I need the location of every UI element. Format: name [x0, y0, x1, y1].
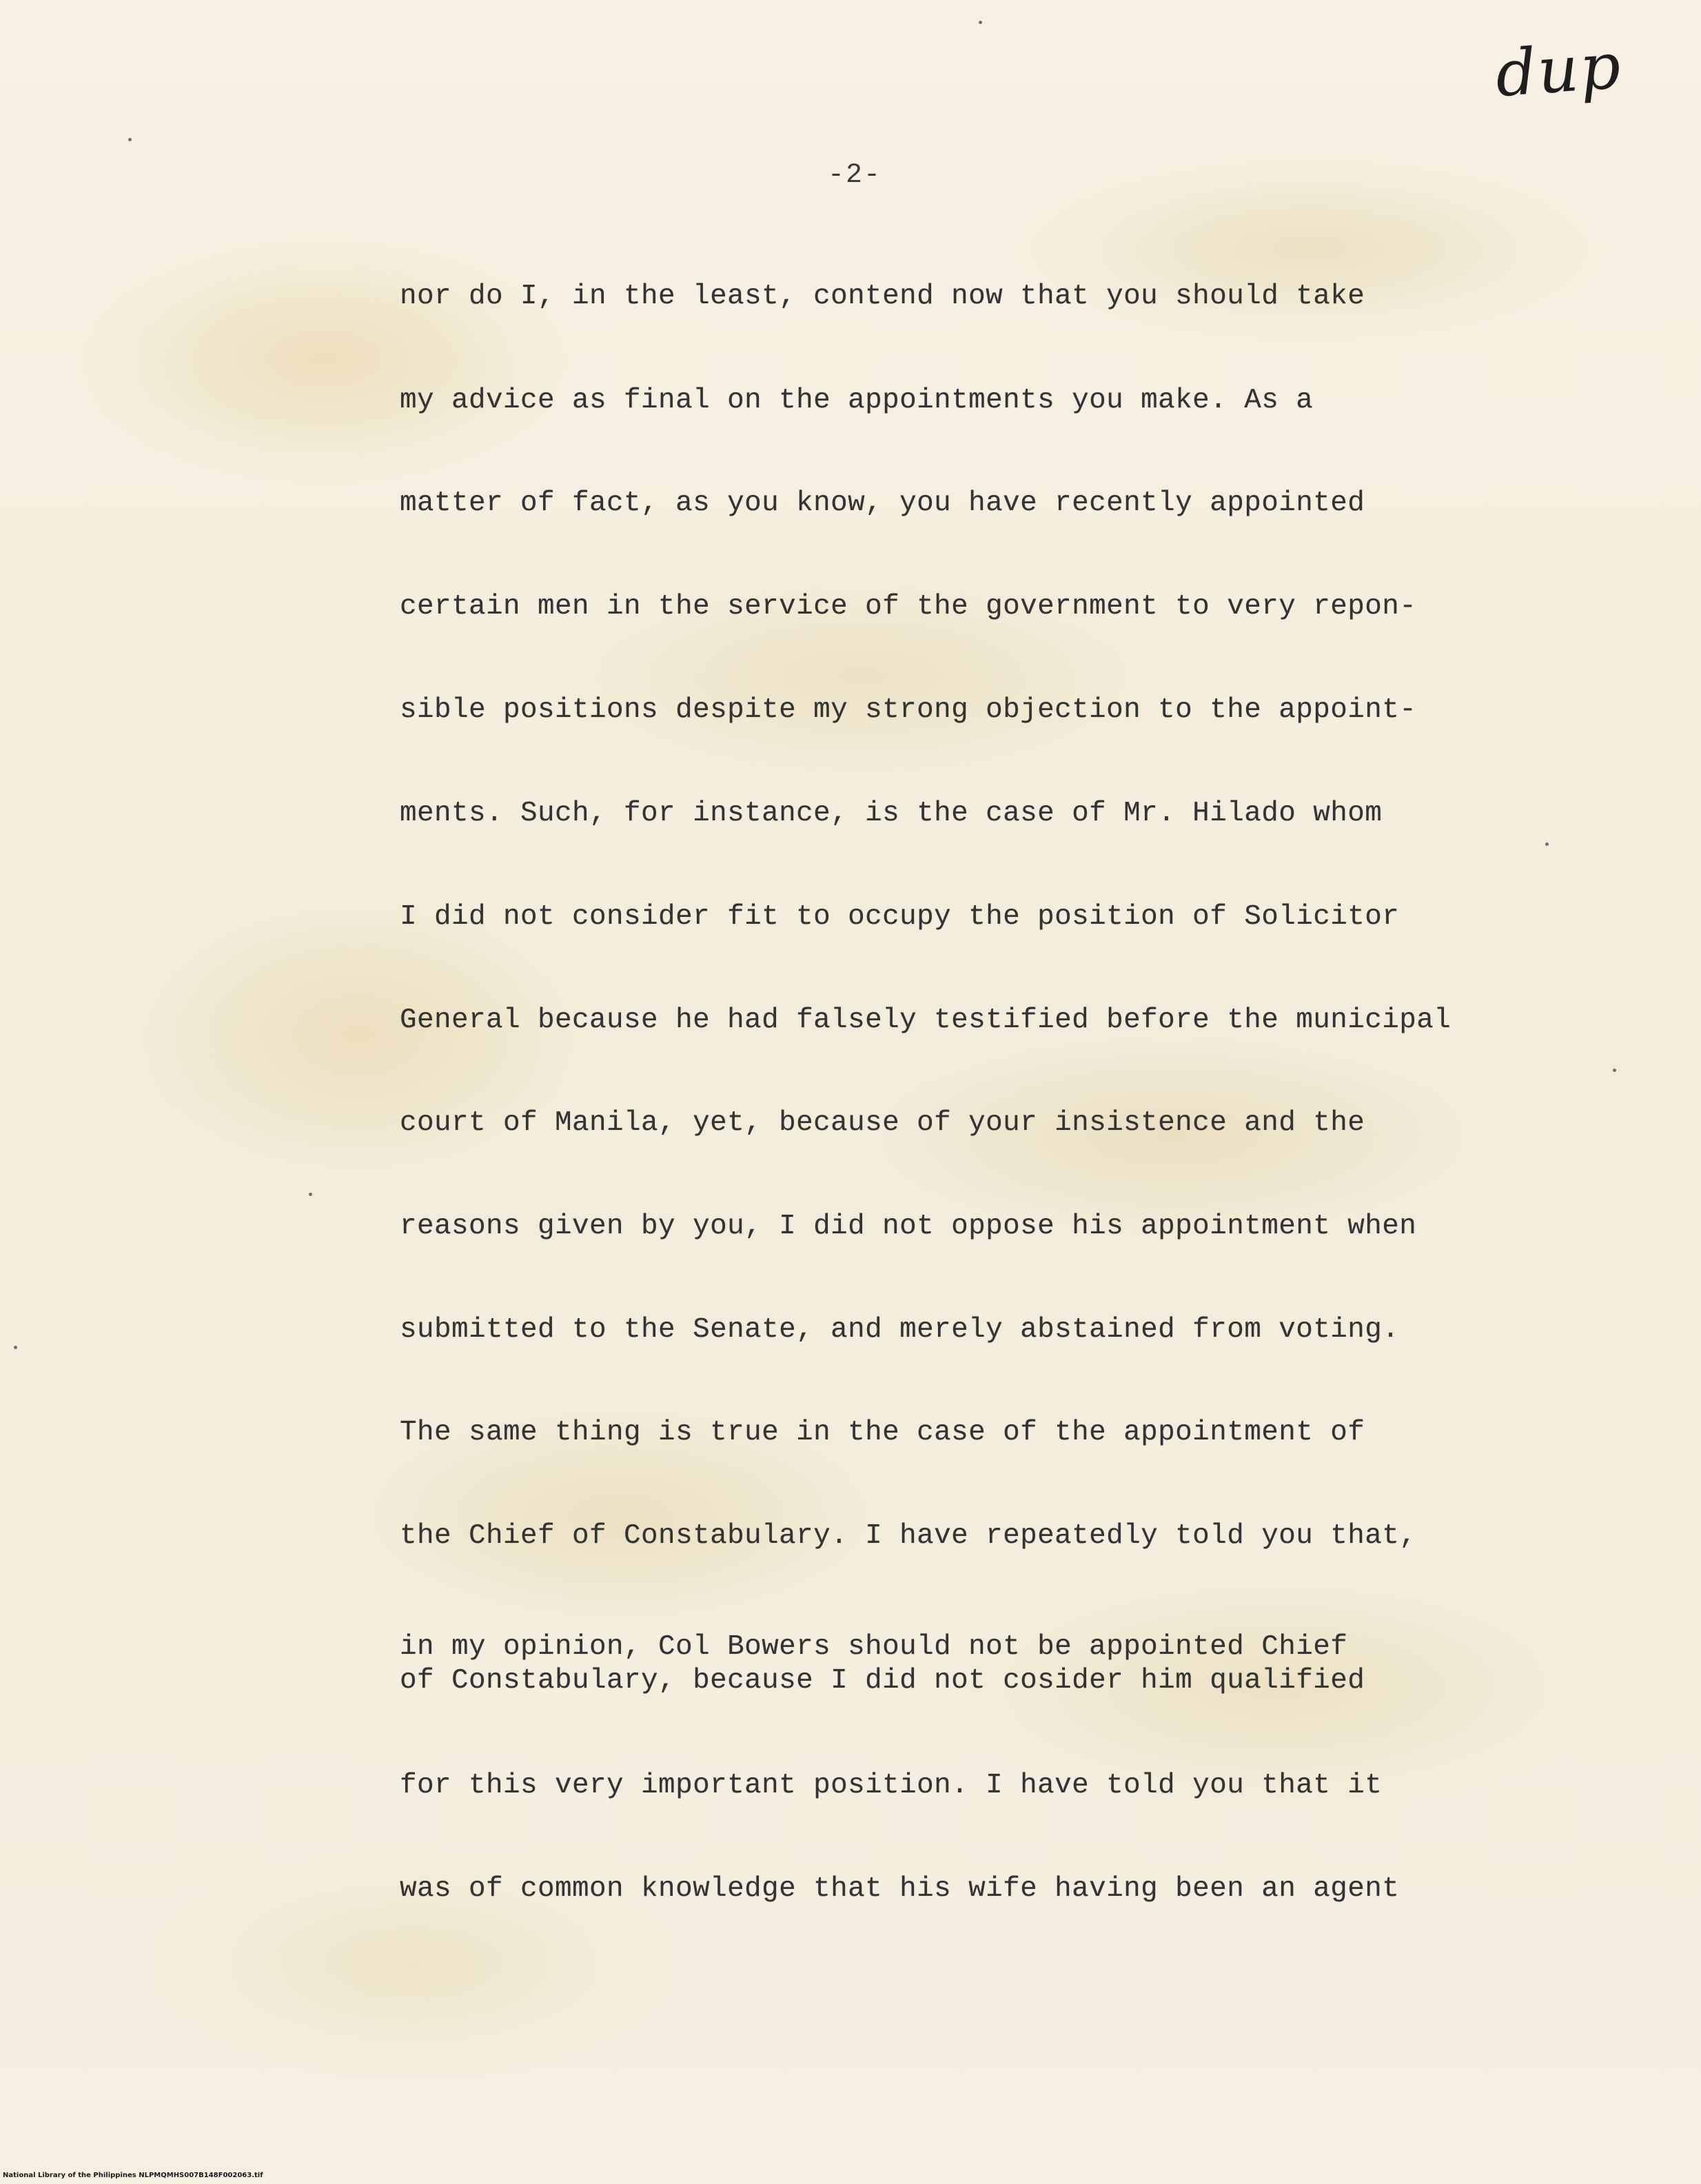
body-line: in my opinion, Col Bowers should not be appointed Chief	[400, 1631, 1348, 1663]
body-line: the Chief of Constabulary. I have repeatedly told you that,	[400, 1520, 1417, 1552]
handwritten-annotation: dup	[1493, 28, 1624, 112]
paper-speck	[14, 1346, 17, 1349]
page-number: -2-	[827, 160, 882, 191]
paper-speck	[309, 1193, 312, 1196]
body-line: court of Manila, yet, because of your insistence and the	[400, 1107, 1365, 1139]
paper-speck	[128, 138, 132, 141]
body-line: reasons given by you, I did not oppose his appointment when	[400, 1211, 1417, 1242]
body-line: sible positions despite my strong objection to the appoint-	[400, 694, 1417, 726]
body-line: nor do I, in the least, contend now that you should take	[400, 281, 1365, 312]
body-line: certain men in the service of the government to very repon-	[400, 591, 1417, 623]
body-line: General because he had falsely testified before the municipal	[400, 1004, 1452, 1036]
paper-speck	[979, 21, 982, 24]
body-line: was of common knowledge that his wife having been an agent	[400, 1873, 1400, 1905]
body-line: of Constabulary, because I did not cosider him qualified	[400, 1665, 1365, 1697]
body-line: matter of fact, as you know, you have recently appointed	[400, 487, 1365, 519]
archive-footer: National Library of the Philippines NLPMQMHS007B148F002063.tif	[3, 2172, 263, 2179]
body-line: for this very important position. I have told you that it	[400, 1770, 1383, 1801]
body-line: my advice as final on the appointments you make. As a	[400, 385, 1314, 416]
paper-speck	[1613, 1069, 1616, 1072]
body-line: ments. Such, for instance, is the case of Mr. Hilado whom	[400, 798, 1383, 829]
body-line: submitted to the Senate, and merely abstained from voting.	[400, 1314, 1400, 1346]
body-line: I did not consider fit to occupy the position of Solicitor	[400, 901, 1400, 933]
body-line: The same thing is true in the case of the appointment of	[400, 1417, 1365, 1448]
paper-speck	[1545, 842, 1549, 846]
